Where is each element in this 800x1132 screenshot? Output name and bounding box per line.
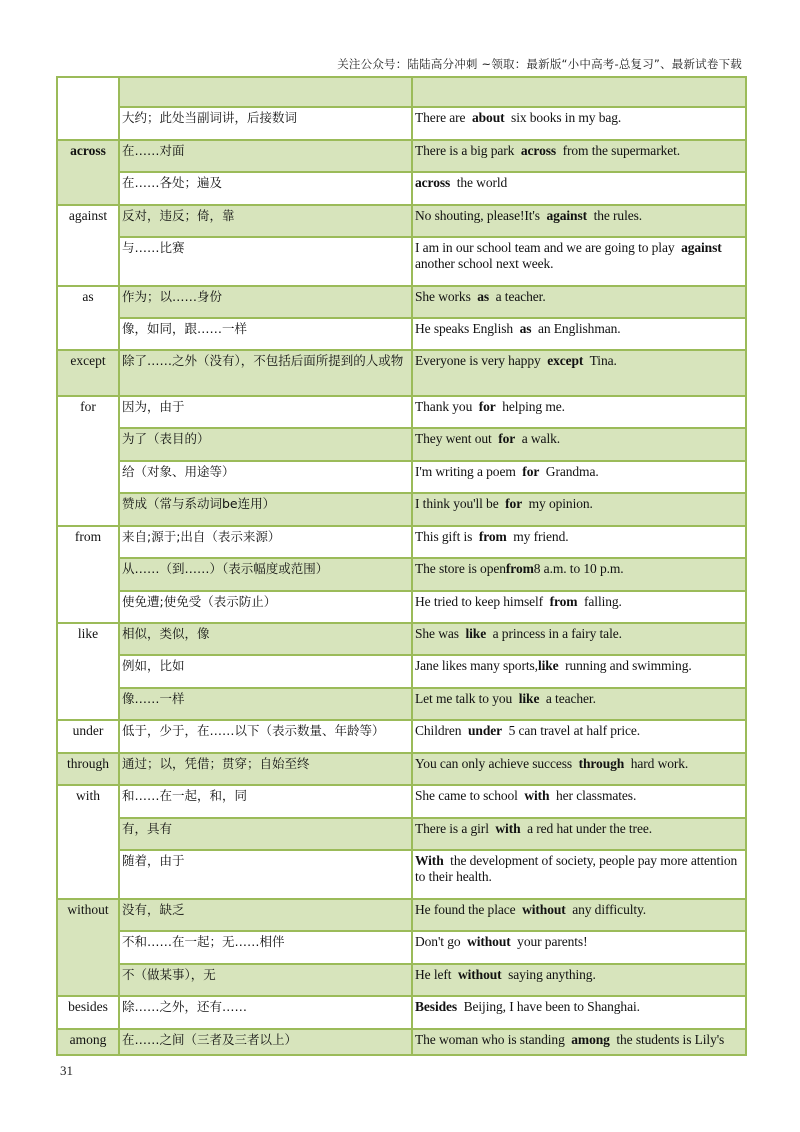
example-text-after: my opinion. [522, 496, 593, 511]
example-cell [412, 493, 746, 526]
example-keyword: for [478, 399, 496, 414]
example-text-before: There is a big park [415, 143, 521, 158]
example-text-before: She was [415, 626, 466, 641]
example-keyword: across [415, 175, 451, 190]
example-text-before: You can only achieve success [415, 756, 579, 771]
preposition-cell: among [57, 1029, 119, 1055]
table-row [57, 818, 746, 850]
example-keyword: from [478, 529, 507, 544]
meaning-cell: 因为，由于 [119, 396, 412, 428]
meaning-cell: 除……之外，还有…… [119, 996, 412, 1029]
table-row [57, 205, 746, 237]
example-text-before: I think you'll be [415, 496, 506, 511]
example-keyword: With [415, 853, 444, 868]
meaning-cell: 从……（到……）（表示幅度或范围） [119, 558, 412, 591]
example-text-after: running and swimming. [558, 658, 692, 673]
example-keyword: against [546, 208, 588, 223]
example-text-before: Let me talk to you [415, 691, 519, 706]
meaning-cell: 通过；以，凭借；贯穿；自始至终 [119, 753, 412, 785]
example-text-after: helping me. [495, 399, 565, 414]
example-cell [412, 688, 746, 720]
example-text-after: another school next week. [415, 240, 725, 272]
preposition-cell: across [57, 140, 119, 205]
example-cell [412, 850, 746, 899]
example-text-after: Grandma. [539, 464, 599, 479]
example-keyword: without [467, 934, 511, 949]
example-text-before: Thank you [415, 399, 479, 414]
example-text-before: He tried to keep himself [415, 594, 550, 609]
table-row [57, 720, 746, 753]
example-text-after: a red hat under the tree. [520, 821, 652, 836]
example-cell [412, 996, 746, 1029]
example-keyword: for [522, 464, 540, 479]
example-cell [412, 526, 746, 558]
example-cell [412, 964, 746, 996]
meaning-cell: 随着，由于 [119, 850, 412, 899]
example-cell [412, 558, 746, 591]
example-text-after: a walk. [515, 431, 561, 446]
table-row [57, 237, 746, 286]
example-keyword: except [547, 353, 584, 368]
example-cell [412, 591, 746, 623]
table-row [57, 493, 746, 526]
meaning-cell: 在……之间（三者及三者以上） [119, 1029, 412, 1055]
example-cell [412, 655, 746, 688]
table-row [57, 172, 746, 205]
example-text-after: a teacher. [489, 289, 546, 304]
example-text-before: He speaks English [415, 321, 520, 336]
example-text-after: falling. [577, 594, 622, 609]
table-row [57, 286, 746, 318]
table-row [57, 623, 746, 655]
example-cell [412, 318, 746, 350]
example-cell [412, 753, 746, 785]
example-cell [412, 785, 746, 818]
meaning-cell: 和……在一起，和，同 [119, 785, 412, 818]
meaning-cell: 不（做某事），无 [119, 964, 412, 996]
example-cell [412, 172, 746, 205]
table-row [57, 964, 746, 996]
example-text-before: This gift is [415, 529, 479, 544]
example-cell [412, 461, 746, 493]
example-keyword: like [537, 658, 559, 673]
example-text-after: a princess in a fairy tale. [486, 626, 622, 641]
table-row [57, 996, 746, 1029]
example-text-before: She came to school [415, 788, 525, 803]
meaning-cell: 为了（表目的） [119, 428, 412, 461]
preposition-table [56, 76, 747, 1056]
example-keyword: among [571, 1032, 610, 1047]
page-number: 31 [60, 1063, 73, 1078]
table-row [57, 526, 746, 558]
example-cell [412, 396, 746, 428]
preposition-cell: under [57, 720, 119, 753]
table-row [57, 396, 746, 428]
table-row [57, 931, 746, 964]
page-header: 关注公众号：陆陆高分冲刺 ~领取：最新版“小中高考-总复习”、最新试卷下载 [337, 57, 742, 71]
example-text-before: The store is open [415, 561, 506, 576]
preposition-cell: as [57, 286, 119, 350]
example-keyword: for [505, 496, 523, 511]
meaning-cell: 有，具有 [119, 818, 412, 850]
example-text-after: from the supermarket. [556, 143, 681, 158]
example-text-before: Children [415, 723, 468, 738]
meaning-cell: 作为；以……身份 [119, 286, 412, 318]
meaning-cell: 给（对象、用途等） [119, 461, 412, 493]
preposition-cell: besides [57, 996, 119, 1029]
example-keyword: with [495, 821, 521, 836]
table-row [57, 558, 746, 591]
example-text-before: They went out [415, 431, 499, 446]
example-keyword: under [468, 723, 503, 738]
table-row [57, 461, 746, 493]
preposition-cell: except [57, 350, 119, 396]
example-cell [412, 899, 746, 931]
preposition-cell: for [57, 396, 119, 526]
example-cell [412, 931, 746, 964]
preposition-cell: without [57, 899, 119, 996]
example-text-before: There is a girl [415, 821, 496, 836]
meaning-cell: 像，如同，跟……一样 [119, 318, 412, 350]
example-text-before: I am in our school team and we are going to play [415, 240, 682, 255]
meaning-cell: 大约；此处当副词讲，后接数词 [119, 107, 412, 140]
preposition-cell [57, 77, 119, 140]
example-cell [412, 77, 746, 107]
preposition-cell: like [57, 623, 119, 720]
example-text-after: 8 a.m. to 10 p.m. [533, 561, 624, 576]
table-row [57, 899, 746, 931]
table-row [57, 785, 746, 818]
example-cell [412, 286, 746, 318]
example-text-before: Jane likes many sports, [415, 658, 538, 673]
example-cell [412, 623, 746, 655]
example-keyword: like [518, 691, 540, 706]
example-text-after: any difficulty. [565, 902, 647, 917]
example-text-after: her classmates. [549, 788, 637, 803]
example-keyword: without [457, 967, 502, 982]
example-keyword: without [522, 902, 566, 917]
example-cell [412, 350, 746, 396]
meaning-cell: 相似，类似，像 [119, 623, 412, 655]
example-text-before: Everyone is very happy [415, 353, 548, 368]
example-keyword: from [505, 561, 534, 576]
table-row [57, 350, 746, 396]
example-keyword: with [524, 788, 550, 803]
example-text-after: six books in my bag. [504, 110, 622, 125]
meaning-cell: 来自;源于;出自（表示来源） [119, 526, 412, 558]
preposition-cell: against [57, 205, 119, 286]
meaning-cell: 在……各处；遍及 [119, 172, 412, 205]
table-row [57, 655, 746, 688]
meaning-cell [119, 77, 412, 107]
example-keyword: as [519, 321, 532, 336]
meaning-cell: 使免遭;使免受（表示防止） [119, 591, 412, 623]
example-cell [412, 140, 746, 172]
example-keyword: from [549, 594, 578, 609]
table-row [57, 107, 746, 140]
meaning-cell: 例如，比如 [119, 655, 412, 688]
table-row [57, 318, 746, 350]
table-row [57, 850, 746, 899]
table-row [57, 753, 746, 785]
meaning-cell: 赞成（常与系动词be连用） [119, 493, 412, 526]
preposition-cell: through [57, 753, 119, 785]
example-keyword: across [520, 143, 557, 158]
meaning-cell: 不和……在一起；无……相伴 [119, 931, 412, 964]
table-row [57, 591, 746, 623]
example-keyword: about [471, 110, 505, 125]
example-text-after: my friend. [506, 529, 569, 544]
meaning-cell: 与……比赛 [119, 237, 412, 286]
example-keyword: Besides [415, 999, 458, 1014]
table-row [57, 1029, 746, 1055]
example-text-before: He left [415, 967, 458, 982]
meaning-cell: 反对，违反；倚，靠 [119, 205, 412, 237]
example-keyword: as [477, 289, 490, 304]
example-text-after: Beijing, I have been to Shanghai. [457, 999, 640, 1014]
example-text-after: the world [450, 175, 508, 190]
example-text-after: hard work. [624, 756, 689, 771]
example-cell [412, 205, 746, 237]
example-cell [412, 818, 746, 850]
table-row [57, 428, 746, 461]
example-cell [412, 1029, 746, 1055]
example-cell [412, 237, 746, 286]
example-text-before: No shouting, please!It's [415, 208, 547, 223]
example-keyword: through [578, 756, 625, 771]
example-text-after: the rules. [587, 208, 643, 223]
example-text-after: Tina. [583, 353, 617, 368]
example-cell [412, 428, 746, 461]
meaning-cell: 在……对面 [119, 140, 412, 172]
example-cell [412, 107, 746, 140]
table-row [57, 140, 746, 172]
example-text-after: an Englishman. [531, 321, 621, 336]
example-text-before: She works [415, 289, 478, 304]
example-text-before: The woman who is standing [415, 1032, 572, 1047]
example-text-after: the development of society, people pay more attention to their health. [415, 853, 741, 885]
table-row [57, 77, 746, 107]
example-text-after: your parents! [510, 934, 588, 949]
example-text-before: Don't go [415, 934, 468, 949]
example-text-before: There are [415, 110, 472, 125]
example-text-after: a teacher. [539, 691, 596, 706]
example-text-after: saying anything. [501, 967, 596, 982]
preposition-cell: from [57, 526, 119, 623]
preposition-cell: with [57, 785, 119, 899]
example-text-after: 5 can travel at half price. [502, 723, 641, 738]
example-cell [412, 720, 746, 753]
table-row [57, 688, 746, 720]
meaning-cell: 没有，缺乏 [119, 899, 412, 931]
meaning-cell: 像……一样 [119, 688, 412, 720]
meaning-cell: 除了……之外（没有），不包括后面所提到的人或物 [119, 350, 412, 396]
example-keyword: for [498, 431, 516, 446]
example-keyword: against [681, 240, 722, 255]
meaning-cell: 低于，少于，在……以下（表示数量、年龄等） [119, 720, 412, 753]
example-text-after: the students is Lily's [609, 1032, 725, 1047]
example-text-before: I'm writing a poem [415, 464, 523, 479]
example-text-before: He found the place [415, 902, 523, 917]
example-keyword: like [465, 626, 487, 641]
